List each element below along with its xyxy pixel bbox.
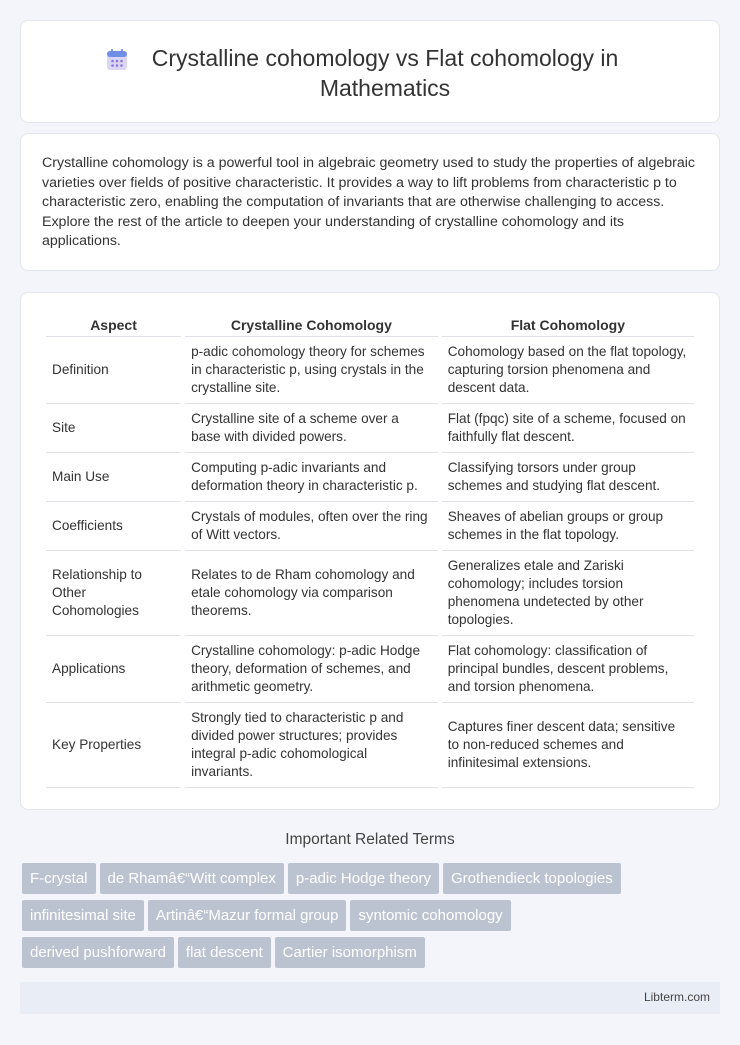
tag-artin-mazur-formal-group[interactable]: Artinâ€“Mazur formal group [148,900,347,931]
tag-p-adic-hodge-theory[interactable]: p-adic Hodge theory [288,863,439,894]
row-flat: Sheaves of abelian groups or group schemes in the flat topology. [442,502,694,551]
row-aspect: Main Use [46,453,181,502]
comparison-table-card [20,292,720,810]
table-row [46,636,694,703]
footer-site-link[interactable]: Libterm.com [643,990,710,1004]
page-title: Crystalline cohomology vs Flat cohomology in Mathematics [151,45,619,101]
row-crystalline: Crystalline site of a scheme over a base with divided powers. [185,404,438,453]
row-crystalline: p-adic cohomology theory for schemes in characteristic p, using crystals in the crystalline site. [185,337,438,404]
related-terms-list [22,863,722,974]
row-aspect: Definition [46,337,181,404]
table-row [46,551,694,636]
tag-flat-descent[interactable]: flat descent [178,937,271,968]
column-header-crystalline: Crystalline Cohomology [185,313,438,337]
row-crystalline: Crystalline cohomology: p-adic Hodge theory, deformation of schemes, and arithmetic geometry. [185,636,438,703]
row-flat: Generalizes etale and Zariski cohomology; includes torsion phenomena undetected by other topologies. [442,551,694,636]
tag-syntomic-cohomology[interactable]: syntomic cohomology [350,900,510,931]
table-row [46,404,694,453]
tag-infinitesimal-site[interactable]: infinitesimal site [22,900,144,931]
table-row [46,337,694,404]
intro-card [20,133,720,271]
header-card [20,20,720,123]
tag-f-crystal[interactable]: F-crystal [22,863,96,894]
comparison-table [42,313,698,788]
tag-row [22,863,722,900]
row-flat: Flat (fpqc) site of a scheme, focused on faithfully flat descent. [442,404,694,453]
tag-row [22,900,722,937]
row-crystalline: Strongly tied to characteristic p and divided power structures; provides integral p-adic cohomological invariants. [185,703,438,788]
tag-cartier-isomorphism[interactable]: Cartier isomorphism [275,937,425,968]
table-row [46,453,694,502]
row-aspect: Site [46,404,181,453]
row-flat: Flat cohomology: classification of principal bundles, descent problems, and torsion phenomena. [442,636,694,703]
column-header-aspect: Aspect [46,313,181,337]
footer [20,982,720,1014]
row-crystalline: Computing p-adic invariants and deformation theory in characteristic p. [185,453,438,502]
table-header-row [46,313,694,337]
tag-grothendieck-topologies[interactable]: Grothendieck topologies [443,863,621,894]
row-flat: Classifying torsors under group schemes and studying flat descent. [442,453,694,502]
row-flat: Captures finer descent data; sensitive to non-reduced schemes and infinitesimal extensions. [442,703,694,788]
row-aspect: Relationship to Other Cohomologies [46,551,181,636]
row-crystalline: Relates to de Rham cohomology and etale cohomology via comparison theorems. [185,551,438,636]
row-flat: Cohomology based on the flat topology, capturing torsion phenomena and descent data. [442,337,694,404]
tag-de-rham-witt-complex[interactable]: de Rhamâ€“Witt complex [100,863,284,894]
row-aspect: Key Properties [46,703,181,788]
related-terms-title: Important Related Terms [285,831,455,848]
intro-text: Crystalline cohomology is a powerful tool in algebraic geometry used to study the properties of algebraic varieties over fields of positive characteristic. It provides a way to lift problems from characteristic p to characteristic zero, enabling the computation of invariants that are otherwise challenging to access. Explore the rest of the article to deepen your understanding of crystalline cohomology and its applications. [42,155,695,249]
row-aspect: Applications [46,636,181,703]
tag-derived-pushforward[interactable]: derived pushforward [22,937,174,968]
row-crystalline: Crystals of modules, often over the ring of Witt vectors. [185,502,438,551]
row-aspect: Coefficients [46,502,181,551]
table-row [46,502,694,551]
tag-row [22,937,722,974]
column-header-flat: Flat Cohomology [442,313,694,337]
table-row [46,703,694,788]
